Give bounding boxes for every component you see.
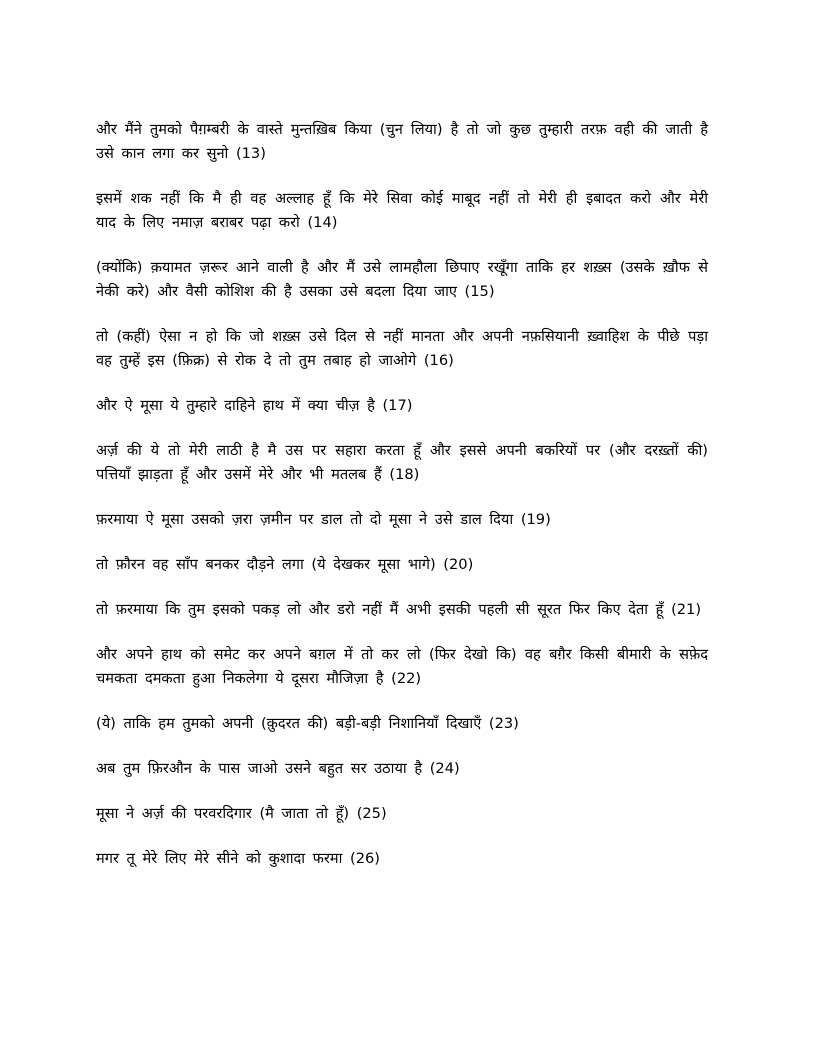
verse-paragraph: तो फ़ौरन वह साँप बनकर दौड़ने लगा (ये देखकर मूसा भागे) (20): [96, 556, 474, 573]
verse-paragraph: (ये) ताकि हम तुमको अपनी (क़ुदरत की) बड़ी-बड़ी निशानियाँ दिखाएँ (23): [96, 715, 519, 732]
verse-paragraph: अर्ज़ की ये तो मेरी लाठी है मै उस पर सहारा करता हूँ और इससे अपनी बकरियों पर (और दरख़्तों की) पत्तियाँ झाड़ता हूँ और उसमें मेरे और भी मतलब हैं (18): [96, 442, 708, 483]
verse-paragraph: अब तुम फ़िरऔन के पास जाओ उसने बहुत सर उठाया है (24): [96, 760, 460, 777]
verse-paragraph: (क्योंकि) क़यामत ज़रूर आने वाली है और मैं उसे लामहौला छिपाए रखूँगा ताकि हर शख़्स (उसके ख़ौफ से नेकी करे) और वैसी कोशिश की है उसका उसे बदला दिया जाए (15): [96, 259, 708, 300]
verse-paragraph: मूसा ने अर्ज़ की परवरदिगार (मै जाता तो हूँ) (25): [96, 805, 387, 822]
verse-paragraph: तो (कहीं) ऐसा न हो कि जो शख़्स उसे दिल से नहीं मानता और अपनी नफ़सियानी ख़्वाहिश के पीछे पड़ा वह तुम्हें इस (फ़िक्र) से रोक दे तो तुम तबाह हो जाओगे (16): [96, 328, 708, 369]
verse-paragraph: और अपने हाथ को समेट कर अपने बग़ल में तो कर लो (फिर देखो कि) वह बग़ैर किसी बीमारी के सफ़ेद चमकता दमकता हुआ निकलेगा ये दूसरा मौजिज़ा है (22): [96, 646, 708, 687]
verse-paragraph: और ऐ मूसा ये तुम्हारे दाहिने हाथ में क्या चीज़ है (17): [96, 397, 413, 414]
verse-paragraph: मगर तू मेरे लिए मेरे सीने को कुशादा फरमा (26): [96, 850, 380, 867]
verse-paragraph: इसमें शक नहीं कि मै ही वह अल्लाह हूँ कि मेरे सिवा कोई माबूद नहीं तो मेरी ही इबादत करो और मेरी याद के लिए नमाज़ बराबर पढ़ा करो (14): [96, 190, 708, 231]
verse-paragraph: तो फ़रमाया कि तुम इसको पकड़ लो और डरो नहीं मैं अभी इसकी पहली सी सूरत फिर किए देता हूँ (21): [96, 601, 702, 618]
verse-paragraph: और मैंने तुमको पैग़म्बरी के वास्ते मुन्तख़िब किया (चुन लिया) है तो जो कुछ तुम्हारी तरफ़ वही की जाती है उसे कान लगा कर सुनो (13): [96, 121, 708, 162]
verse-paragraph: फ़रमाया ऐ मूसा उसको ज़रा ज़मीन पर डाल तो दो मूसा ने उसे डाल दिया (19): [96, 511, 551, 528]
